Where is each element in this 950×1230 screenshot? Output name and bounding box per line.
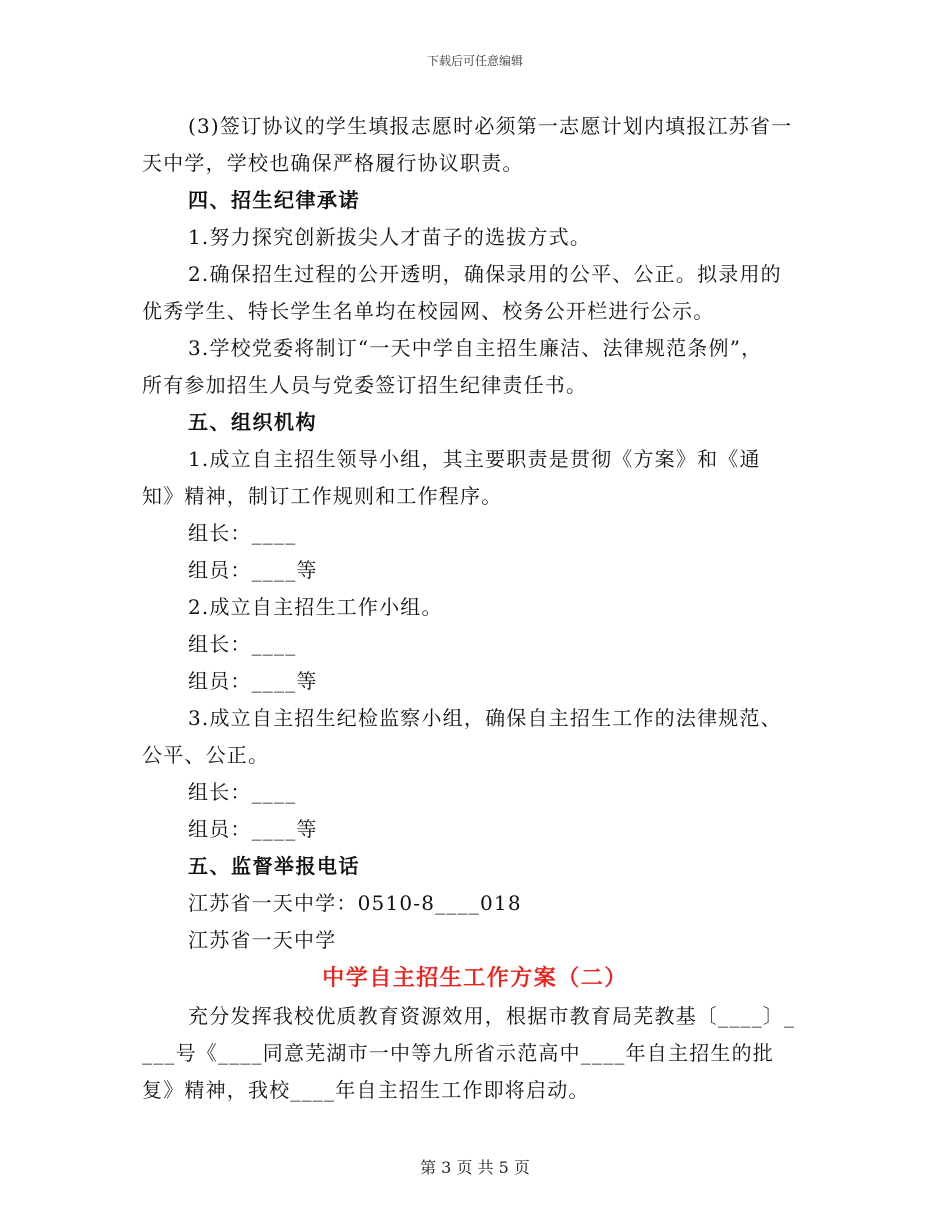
phone-line: 江苏省一天中学：0510-8____018: [188, 891, 522, 915]
list-item: 1.成立自主招生领导小组，其主要职责是贯彻《方案》和《通: [188, 447, 761, 471]
section-heading: 五、组织机构: [188, 410, 317, 434]
paragraph-line: ___号《____同意芜湖市一中等九所省示范高中____年自主招生的批: [142, 1041, 774, 1065]
school-signature: 江苏省一天中学: [188, 928, 337, 952]
paragraph-line: 所有参加招生人员与党委签订招生纪律责任书。: [142, 373, 588, 397]
document-body: [142, 108, 808, 1109]
section-heading: 四、招生纪律承诺: [188, 188, 360, 212]
member-field: 组员：____等: [188, 669, 318, 693]
leader-field: 组长：____: [188, 780, 297, 804]
list-item: 2.确保招生过程的公开透明，确保录用的公平、公正。拟录用的: [188, 262, 782, 286]
paragraph-line: 复》精神，我校____年自主招生工作即将启动。: [142, 1078, 590, 1102]
section-heading: 五、监督举报电话: [188, 854, 360, 878]
leader-field: 组长：____: [188, 521, 297, 545]
list-item: 3.学校党委将制订“一天中学自主招生廉洁、法律规范条例”，: [188, 336, 763, 360]
paragraph-line: (3)签订协议的学生填报志愿时必须第一志愿计划内填报江苏省一: [188, 114, 793, 138]
page-header: 下载后可任意编辑: [426, 54, 523, 68]
list-item: 2.成立自主招生工作小组。: [188, 595, 443, 619]
list-item: 1.努力探究创新拔尖人才苗子的选拔方式。: [188, 225, 592, 249]
list-item: 3.成立自主招生纪检监察小组，确保自主招生工作的法律规范、: [188, 706, 782, 730]
paragraph-line: 知》精神，制订工作规则和工作程序。: [142, 484, 503, 508]
member-field: 组员：____等: [188, 817, 318, 841]
paragraph-line: 公平、公正。: [142, 743, 270, 767]
member-field: 组员：____等: [188, 558, 318, 582]
paragraph-line: 天中学，学校也确保严格履行协议职责。: [142, 151, 524, 175]
paragraph-line: 优秀学生、特长学生名单均在校园网、校务公开栏进行公示。: [142, 299, 715, 323]
leader-field: 组长：____: [188, 632, 297, 656]
page-footer: 第 3 页 共 5 页: [420, 1158, 530, 1177]
paragraph-line: 充分发挥我校优质教育资源效用，根据市教育局芜教基〔____〕_: [188, 1004, 796, 1028]
document-title: 中学自主招生工作方案（二）: [322, 966, 628, 991]
